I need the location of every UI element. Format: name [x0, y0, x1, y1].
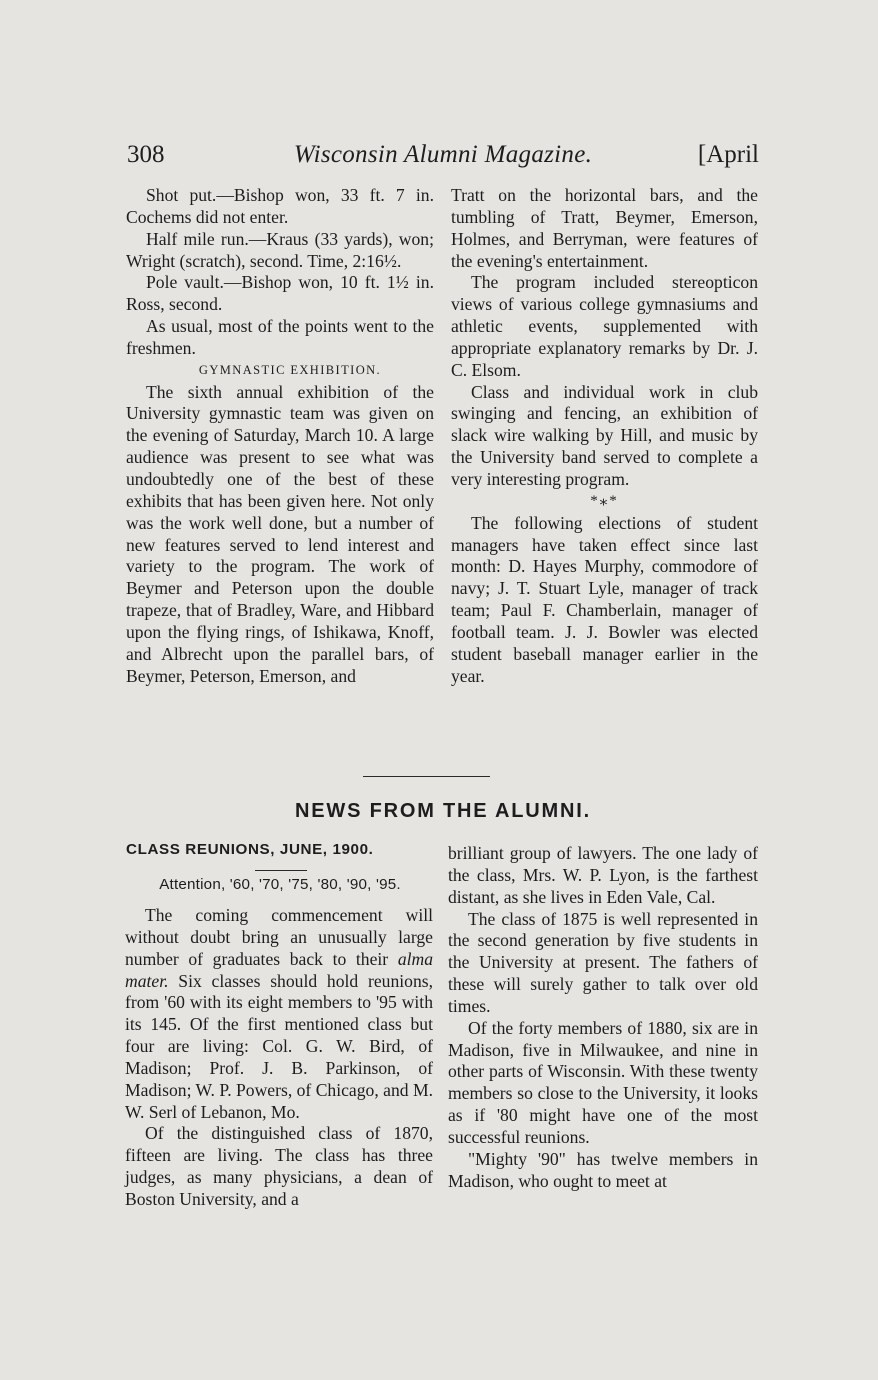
heading-rule [255, 870, 307, 871]
paragraph: Half mile run.—Kraus (33 yards), won; Wright (scratch), second. Time, 2:16½. [126, 228, 434, 271]
italic-text: alma mater. [125, 948, 433, 991]
paragraph: brilliant group of lawyers. The one lady of the class, Mrs. W. P. Lyon, is the farthest distant, as she lives in Eden Vale, Cal. [448, 843, 758, 907]
paragraph: The program included stereopticon views of various college gymnasiums and athletic events, supplemented with appropriate explanatory remarks by Dr. J. C. Elsom. [451, 272, 758, 380]
paragraph: Shot put.—Bishop won, 33 ft. 7 in. Cochems did not enter. [126, 185, 434, 227]
text-run: The coming commencement will without doubt bring an unusually large number of graduates back to their [125, 905, 433, 969]
paragraph: Of the forty members of 1880, six are in Madison, five in Milwaukee, and nine in other parts of Wisconsin. With these twenty members so close to the University, it looks as if '80 might have one of the most successful reunions. [448, 1017, 758, 1147]
paragraph [125, 905, 433, 1123]
right-column-top [451, 185, 758, 687]
paragraph: The sixth annual exhibition of the University gymnastic team was given on the evening of Saturday, March 10. A large audience was present to see what was undoubtedly one of the best of these exhibits that has been given here. Not only was the work well done, but a number of new features served to lend interest and variety to the program. The work of Beymer and Peterson upon the double trapeze, that of Bradley, Ware, and Hibbard upon the flying rings, of Ishikawa, Knoff, and Albrecht upon the parallel bars, of Beymer, Peterson, Emerson, and [126, 381, 434, 686]
left-column-bottom [125, 905, 433, 1211]
issue-month: [April [697, 141, 759, 168]
section-break-asterism: *⁎* [590, 492, 619, 509]
attention-line: Attention, '60, '70, '75, '80, '90, '95. [159, 876, 401, 893]
subheading: GYMNASTIC EXHIBITION. [198, 362, 382, 377]
class-reunions-heading: CLASS REUNIONS, JUNE, 1900. [126, 841, 374, 858]
paragraph: Of the distinguished class of 1870, fifteen are living. The class has three judges, as many physicians, a dean of Boston University, and a [125, 1123, 433, 1209]
paragraph: Class and individual work in club swinging and fencing, an exhibition of slack wire walking by Hill, and music by the University band served to complete a very interesting program. [451, 381, 758, 489]
paragraph: The class of 1875 is well represented in the second generation by five students in the University at present. The fathers of these will surely gather to talk over old times. [448, 908, 758, 1016]
section-title: NEWS FROM THE ALUMNI. [295, 800, 591, 822]
paragraph: "Mighty '90" has twelve members in Madison, who ought to meet at [448, 1148, 758, 1191]
paragraph: Tratt on the horizontal bars, and the tumbling of Tratt, Beymer, Emerson, Holmes, and Berryman, were features of the evening's entertainment. [451, 185, 758, 271]
paragraph: As usual, most of the points went to the freshmen. [126, 316, 434, 358]
journal-title: Wisconsin Alumni Magazine. [293, 141, 593, 168]
page-number: 308 [127, 141, 165, 168]
text-run: Six classes should hold reunions, from '60 with its eight members to '95 with its 145. Of the first mentioned class but four are living: Col. G. W. Bird, of Madison; Prof. J. B. Parkinson, of Madison; W. P. Powers, of Chicago, and M. W. Serl of Lebanon, Mo. [125, 970, 433, 1122]
left-column-top [126, 185, 434, 687]
right-column-bottom [448, 843, 758, 1193]
running-head [127, 141, 759, 177]
section-divider [363, 776, 490, 777]
paragraph: The following elections of student managers have taken effect since last month: D. Hayes Murphy, commodore of navy; J. T. Stuart Lyle, manager of track team; Paul F. Chamberlain, manager of football team. J. J. Bowler was elected student baseball manager earlier in the year. [451, 512, 758, 686]
paragraph: Pole vault.—Bishop won, 10 ft. 1½ in. Ross, second. [126, 272, 434, 315]
